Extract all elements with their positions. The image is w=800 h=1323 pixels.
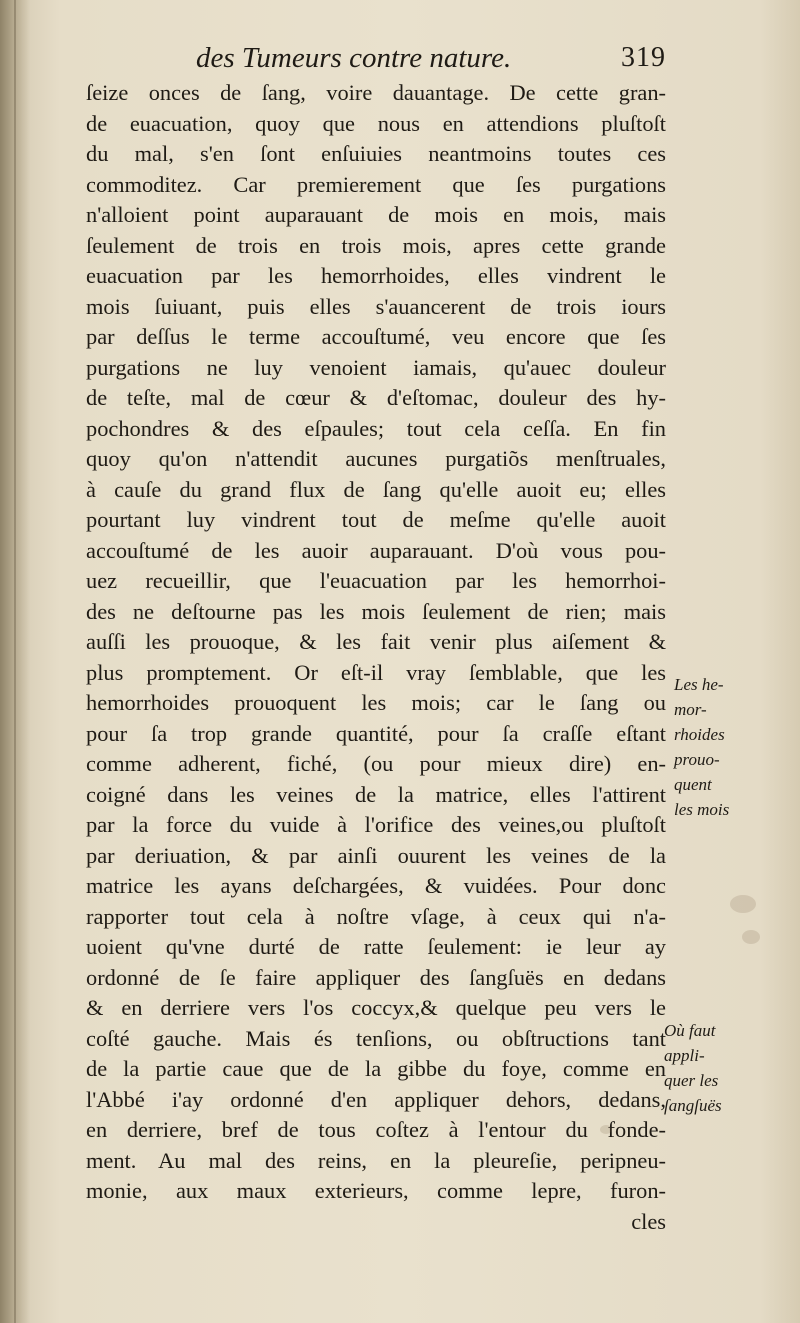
paper-stain <box>730 895 756 913</box>
page-header <box>196 42 666 82</box>
text-line: uez recueillir, que l'euacuation par les hemorrhoi- <box>86 568 666 593</box>
text-line: commoditez. Car premierement que ſes purgations <box>86 171 666 197</box>
text-line: à cauſe du grand flux de ſang qu'elle auoit eu; elles <box>86 476 666 502</box>
text-line: euacuation par les hemorrhoides, elles vindrent le <box>86 263 666 288</box>
text-line: plus promptement. Or eſt-il vray ſemblable, que les <box>86 659 666 685</box>
page-number: 319 <box>621 42 666 73</box>
text-line: par la force du vuide à l'orifice des veines,ou pluſtoſt <box>86 812 666 837</box>
margin-note-line: mor- <box>674 700 707 719</box>
text-line: uoient qu'vne durté de ratte ſeulement: ie leur ay <box>86 934 666 959</box>
margin-note-line: ſangſuës <box>664 1096 722 1115</box>
text-line: pour ſa trop grande quantité, pour ſa craſſe eſtant <box>86 720 666 746</box>
margin-note <box>674 672 729 822</box>
text-line: & en derriere vers l'os coccyx,& quelque peu vers le <box>86 995 666 1020</box>
margin-note <box>664 1018 722 1118</box>
margin-note-line: les mois <box>674 800 730 819</box>
text-line: du mal, s'en ſont enſuiuies neantmoins toutes ces <box>86 141 666 166</box>
margin-note-line: quent <box>674 775 712 794</box>
margin-note-line: appli- <box>664 1046 705 1065</box>
text-line: auſſi les prouoque, & les fait venir plus aiſement & <box>86 629 666 654</box>
margin-note-line: Les he- <box>674 675 724 694</box>
text-line: ment. Au mal des reins, en la pleureſie, peripneu- <box>86 1147 666 1173</box>
text-line: comme adherent, fiché, (ou pour mieux dire) en- <box>86 751 666 776</box>
paper-stain <box>742 930 760 944</box>
text-line: coſté gauche. Mais és tenſions, ou obſtructions tant <box>86 1025 666 1051</box>
text-line: matrice les ayans deſchargées, & vuidées. Pour donc <box>86 873 666 898</box>
margin-note-line: prouo- <box>674 750 720 769</box>
text-line: par deriuation, & par ainſi ouurent les veines de la <box>86 842 666 868</box>
running-title: des Tumeurs contre nature. <box>196 42 512 74</box>
binding-edge <box>14 0 16 1323</box>
body-text <box>86 78 666 1237</box>
text-line: accouſtumé de les auoir auparauant. D'où vous pou- <box>86 537 666 563</box>
text-line: de teſte, mal de cœur & d'eſtomac, douleur des hy- <box>86 385 666 410</box>
text-line: des ne deſtourne pas les mois ſeulement de rien; mais <box>86 598 666 624</box>
text-line: de euacuation, quoy que nous en attendions pluſtoſt <box>86 110 666 136</box>
text-line: de la partie caue que de la gibbe du foye, comme en <box>86 1056 666 1081</box>
paper-stain <box>600 1125 612 1134</box>
text-line: ordonné de ſe faire appliquer des ſangſuës en dedans <box>86 964 666 990</box>
text-line: purgations ne luy venoient iamais, qu'auec douleur <box>86 354 666 380</box>
margin-note-line: quer les <box>664 1071 719 1090</box>
text-line: mois ſuiuant, puis elles s'auancerent de trois iours <box>86 293 666 319</box>
text-line: monie, aux maux exterieurs, comme lepre, furon- <box>86 1178 666 1203</box>
text-line: pochondres & des eſpaules; tout cela ceſſa. En fin <box>86 415 666 441</box>
text-line: rapporter tout cela à noſtre vſage, à ceux qui n'a- <box>86 903 666 929</box>
text-line: pourtant luy vindrent tout de meſme qu'elle auoit <box>86 507 666 532</box>
text-line: hemorrhoides prouoquent les mois; car le ſang ou <box>86 690 666 715</box>
text-line: en derriere, bref de tous coſtez à l'entour du fonde- <box>86 1117 666 1142</box>
text-line: quoy qu'on n'attendit aucunes purgatiõs menſtruales, <box>86 446 666 471</box>
margin-note-line: rhoides <box>674 725 725 744</box>
text-line: n'alloient point auparauant de mois en mois, mais <box>86 202 666 227</box>
text-line: coigné dans les veines de la matrice, elles l'attirent <box>86 781 666 807</box>
margin-note-line: Où faut <box>664 1021 716 1040</box>
text-line: cles <box>631 1208 666 1234</box>
text-line: l'Abbé i'ay ordonné d'en appliquer dehors, dedans, <box>86 1086 666 1112</box>
text-line: ſeize onces de ſang, voire dauantage. De cette gran- <box>86 80 666 105</box>
text-line: ſeulement de trois en trois mois, apres cette grande <box>86 232 666 258</box>
text-line: par deſſus le terme accouſtumé, veu encore que ſes <box>86 324 666 349</box>
